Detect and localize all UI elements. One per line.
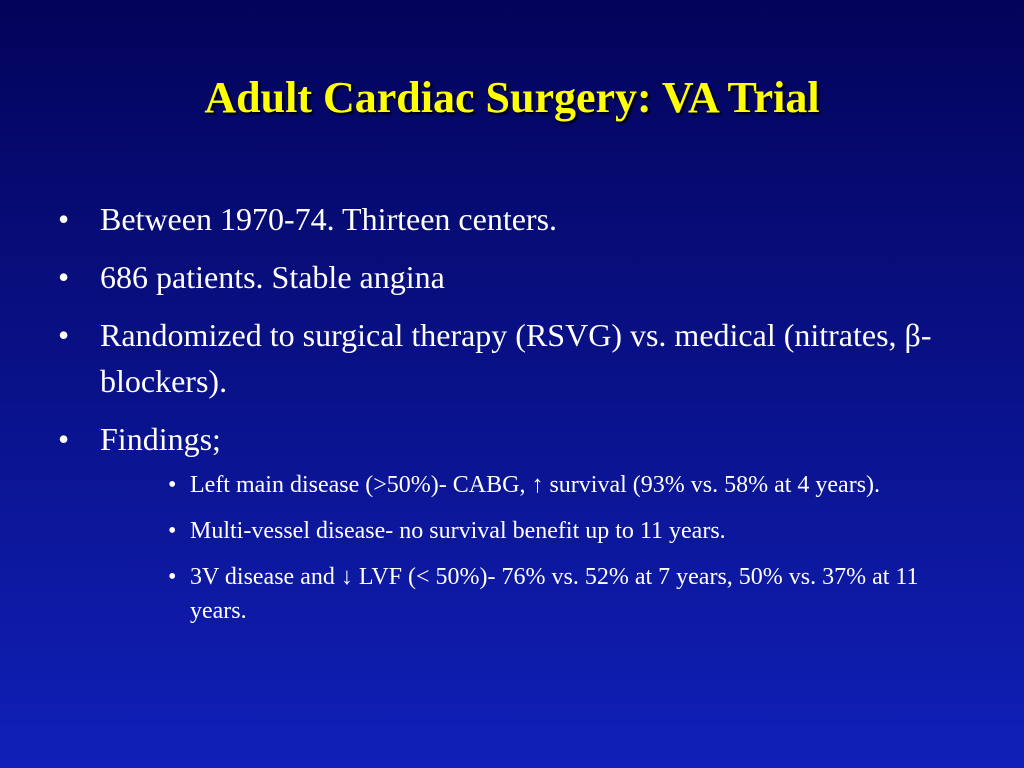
bullet-text: Randomized to surgical therapy (RSVG) vs. medical (nitrates, β-blockers). bbox=[100, 317, 932, 399]
bullet-text: Between 1970-74. Thirteen centers. bbox=[100, 201, 558, 237]
sub-bullet-icon: • bbox=[168, 518, 177, 544]
sub-bullet-icon: • bbox=[168, 472, 177, 498]
sub-bullet-item bbox=[168, 468, 950, 502]
slide-title: Adult Cardiac Surgery: VA Trial bbox=[204, 73, 820, 122]
bullet-item bbox=[58, 312, 958, 404]
bullet-item bbox=[58, 416, 958, 628]
bullet-item bbox=[58, 254, 958, 300]
bullet-text: Findings; bbox=[100, 421, 221, 457]
sub-bullet-item bbox=[168, 514, 950, 548]
sub-bullet-icon: • bbox=[168, 564, 177, 590]
sub-bullet-text: Multi-vessel disease- no survival benefit up to 11 years. bbox=[190, 518, 726, 544]
bullet-item bbox=[58, 196, 958, 242]
bullet-text: 686 patients. Stable angina bbox=[100, 259, 445, 295]
sub-bullet-item bbox=[168, 560, 950, 628]
bullet-icon: • bbox=[58, 317, 70, 353]
sub-bullet-text: Left main disease (>50%)- CABG, ↑ survival (93% vs. 58% at 4 years). bbox=[190, 472, 881, 498]
bullet-icon: • bbox=[58, 259, 70, 295]
bullet-list bbox=[58, 196, 958, 640]
bullet-icon: • bbox=[58, 421, 70, 457]
bullet-icon: • bbox=[58, 201, 70, 237]
sub-bullet-list bbox=[100, 468, 958, 628]
sub-bullet-text: 3V disease and ↓ LVF (< 50%)- 76% vs. 52% at 7 years, 50% vs. 37% at 11 years. bbox=[190, 564, 919, 624]
